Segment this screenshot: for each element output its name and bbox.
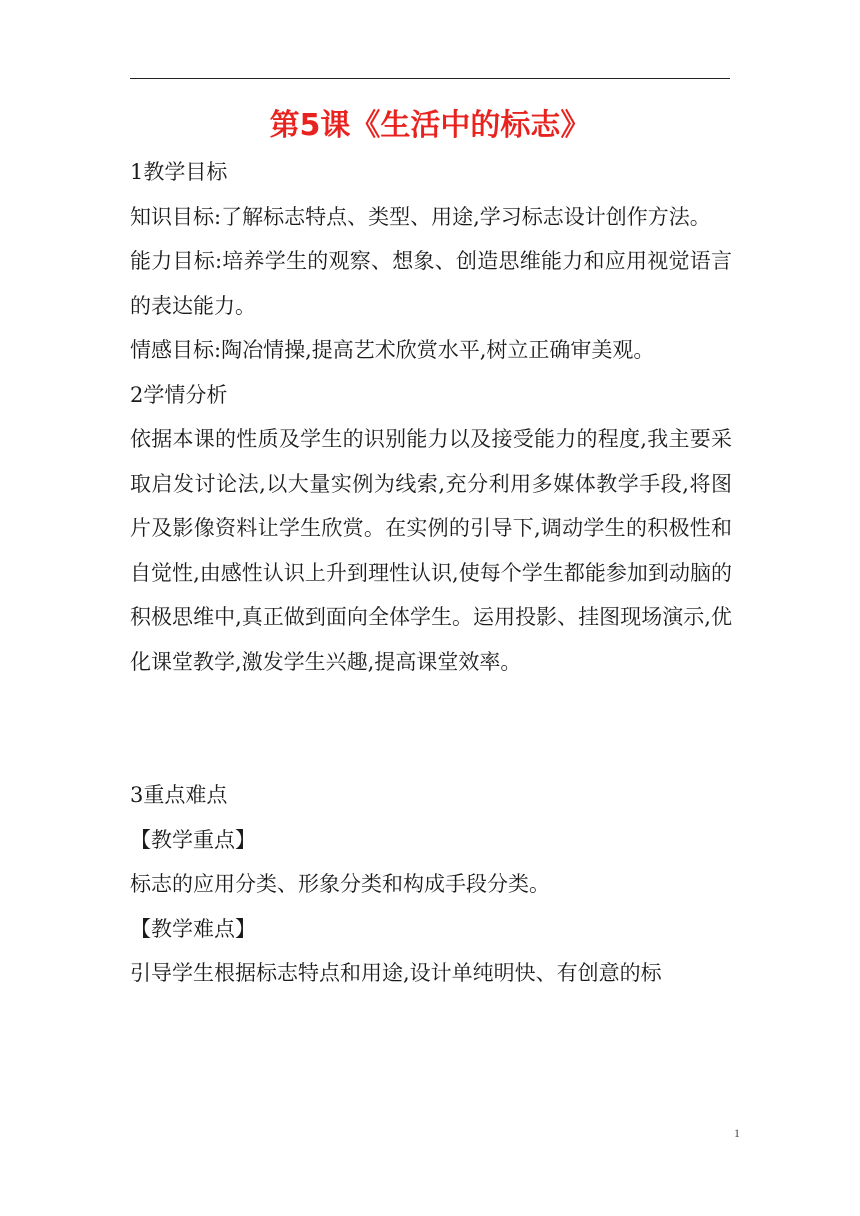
paragraph-ability-objective: 能力目标:培养学生的观察、想象、创造思维能力和应用视觉语言的表达能力。	[130, 249, 732, 318]
header-rule	[130, 78, 730, 79]
page-number: 1	[734, 1126, 740, 1140]
paragraph-teaching-focus: 标志的应用分类、形象分类和构成手段分类。	[130, 872, 550, 896]
section-heading-objectives: 1教学目标	[130, 160, 228, 184]
paragraph-analysis: 依据本课的性质及学生的识别能力以及接受能力的程度,我主要采取启发讨论法,以大量实例为线索,充分利用多媒体教学手段,将图片及影像资料让学生欣赏。在实例的引导下,调动学生的积极性和自觉性,由感性认识上升到理性认识,使每个学生都能参加到动脑的积极思维中,真正做到面向全体学生。运用投影、挂图现场演示,优化课堂教学,激发学生兴趣,提高课堂效率。	[130, 427, 732, 674]
section-heading-analysis: 2学情分析	[130, 382, 228, 407]
section-heading-key-points: 3重点难点	[130, 783, 228, 807]
subheading-teaching-focus: 【教学重点】	[130, 827, 256, 852]
subheading-teaching-difficulty: 【教学难点】	[130, 916, 256, 941]
paragraph-teaching-difficulty: 引导学生根据标志特点和用途,设计单纯明快、有创意的标	[130, 961, 662, 985]
paragraph-emotion-objective: 情感目标:陶冶情操,提高艺术欣赏水平,树立正确审美观。	[130, 338, 655, 362]
document-title: 第5课《生活中的标志》	[269, 108, 591, 143]
document-body	[130, 150, 732, 996]
blank-space	[130, 684, 732, 773]
paragraph-knowledge-objective: 知识目标:了解标志特点、类型、用途,学习标志设计创作方法。	[130, 204, 711, 229]
